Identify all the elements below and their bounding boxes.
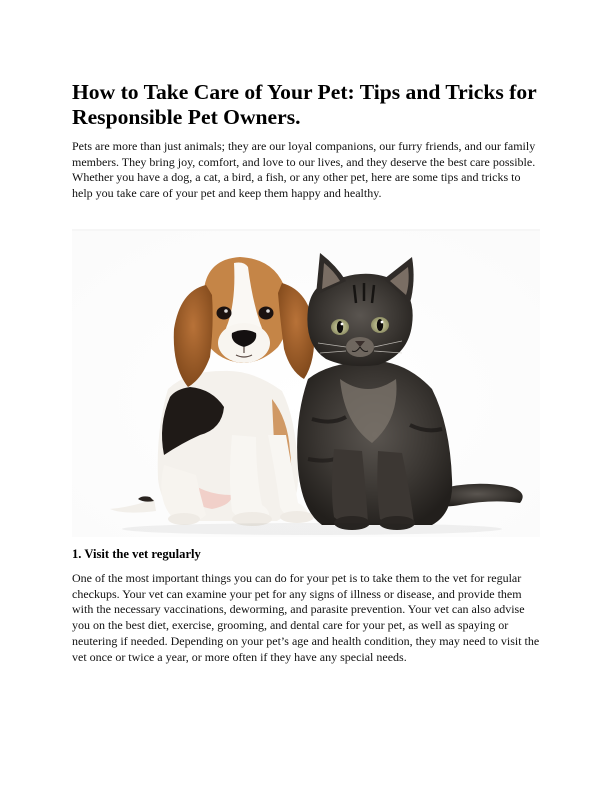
section-heading: 1. Visit the vet regularly <box>72 547 201 561</box>
pets-photo <box>72 229 540 537</box>
page-title: How to Take Care of Your Pet: Tips and Tricks for Responsible Pet Owners. <box>72 80 537 129</box>
section-paragraph: One of the most important things you can do for your pet is to take them to the vet for regular checkups. Your vet can examine your pet for any signs of illness or disease, and provide them with the necessary vaccinations, deworming, and parasite prevention. Your vet can also advise you on the best diet, exercise, grooming, and dental care for your pet, as well as spaying or neutering if needed. Depending on your pet’s age and health condition, they may need to visit the vet once or twice a year, or more often if they have any special needs. <box>72 571 540 664</box>
intro-paragraph: Pets are more than just animals; they are our loyal companions, our furry friends, and our family members. They bring joy, comfort, and love to our lives, and they deserve the best care possible. Whether you have a dog, a cat, a bird, a fish, or any other pet, here are some tips and tricks to help you take care of your pet and keep them happy and healthy. <box>72 139 536 201</box>
